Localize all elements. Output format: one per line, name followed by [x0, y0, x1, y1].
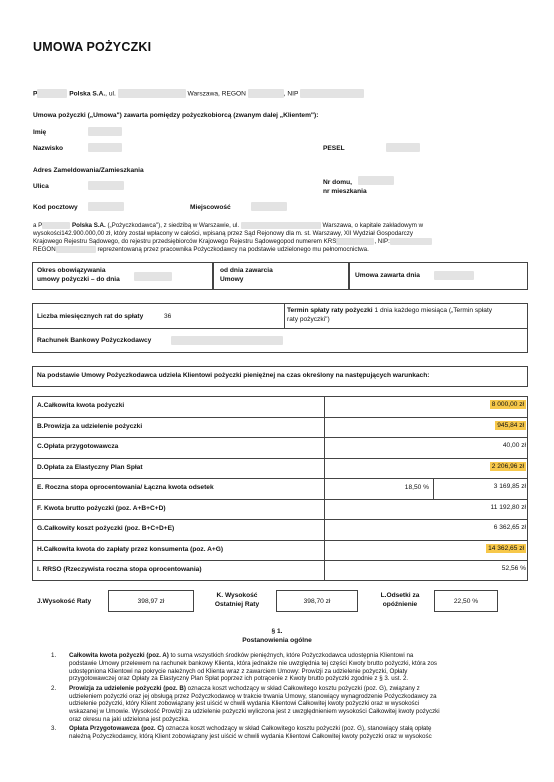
table-row-value-cell	[502, 565, 526, 572]
table-row-label: H.Całkowita kwota do zapłaty przez konsumenta (poz. A+G)	[37, 545, 224, 553]
clause-line: przygotowawczej oraz Opłaty za Elastyczny Plan Spłat poprzez ich potrącenie z Kwoty brutto pożyczki zgodnie z § 3. ust. 2.	[69, 675, 409, 683]
odsetki-value: 22,50 %	[453, 598, 479, 605]
field-ulica-label: Ulica	[33, 183, 49, 190]
table-row-value-cell	[495, 422, 526, 429]
redacted-field	[118, 89, 186, 98]
table-row-divider	[32, 478, 528, 479]
table-row-divider	[32, 417, 528, 418]
okres-value	[134, 272, 172, 281]
liczba-rat-label: Liczba miesięcznych rat do spłaty	[37, 313, 144, 320]
table-row-value-cell	[494, 483, 526, 490]
field-nazwisko-label: Nazwisko	[33, 145, 64, 152]
agreement-intro: Umowa pożyczki („Umowa") zawarta pomiędzy pożyczkobiorcą (zwanym dalej „Klientem"):	[33, 112, 319, 119]
redacted-field	[390, 238, 432, 245]
clause-line: Prowizja za udzielenie pożyczki (poz. B) oznacza koszt wchodzący w skład Całkowitego kosztu pożyczki (poz. G), związany z	[69, 684, 420, 692]
table-row-label: A.Całkowita kwota pożyczki	[37, 402, 125, 409]
table-row-value-cell	[494, 524, 526, 531]
ostatnia-value: 398,70 zł	[303, 598, 331, 605]
table-row-rate: 18,50 %	[404, 484, 429, 491]
table-row-divider	[32, 499, 528, 500]
rachunek-value	[171, 336, 283, 345]
table-row-label: C.Opłata przygotowawcza	[37, 443, 119, 450]
field-pesel-label: PESEL	[323, 145, 345, 152]
table-row-label: F. Kwota brutto pożyczki (poz. A+B+C+D)	[37, 504, 166, 512]
field-adres-label: Adres Zameldowania/Zamieszkania	[33, 167, 144, 174]
table-row-value: 52,56 %	[501, 565, 526, 572]
field-miejscowosc-value	[251, 202, 287, 211]
field-kod-value	[88, 202, 124, 211]
redacted-field	[241, 222, 321, 229]
lender-description: a P Polska S.A. („Pożyczkodawca"), z siedzibą w Warszawie, ul. Warszawa, o kapitale zakładowym w wysokości142.900.000,00 zł, który został wpłacony w całości, wpisaną przez Sąd Rejonowy dla m. st. Warszawy, XII Wydział Gospodarczy Krajowego Rejestru Sądowego, do rejestru przedsiębiorców Krajowego Rejestru Sądowegopod numerem KRS , NIP: REGON reprezentowaną przez pracownika Pożyczkodawcy na podstawie udzielonego mu pełnomocnictwa.	[33, 222, 527, 254]
redacted-field	[336, 238, 374, 245]
clause-number: 1.	[51, 652, 57, 659]
field-imie-value	[88, 127, 122, 136]
table-row-value-cell	[486, 545, 526, 552]
field-ulica-value	[88, 181, 124, 190]
table-row-value: 11 192,80 zł	[490, 503, 526, 511]
table-row-value-cell	[490, 401, 526, 408]
clause-line: udzieleniem pożyczki oraz jej obsługą przez Pożyczkodawcę w trakcie trwania Umowy, stanowiący wynagrodzenie Pożyczkodawcy za	[69, 692, 437, 700]
table-row-value: 945,84 zł	[497, 421, 524, 429]
rachunek-label: Rachunek Bankowy Pożyczkodawcy	[37, 337, 152, 344]
termin-splaty: Termin spłaty raty pożyczki 1 dnia każdego miesiąca („Termin spłaty raty pożyczki")	[287, 307, 493, 323]
clause-line: Opłata Przygotowawcza (poz. C) oznacza koszt wchodzący w skład Całkowitego kosztu pożyczki (poz. G), stanowiący stałą opłatę	[69, 725, 432, 733]
field-pesel-value	[386, 143, 420, 152]
zawarta-label: Umowa zawarta dnia	[355, 272, 420, 279]
table-row-value: 40,00 zł	[502, 442, 526, 449]
okres-label: Okres obowiązywania umowy pożyczki – do dnia	[37, 267, 120, 283]
rata-label: J.Wysokość Raty	[37, 598, 92, 605]
clause-number: 3.	[51, 725, 57, 733]
clause-line: oraz okresu na jaki udzielona jest pożyczka.	[69, 715, 190, 723]
table-row-divider	[32, 458, 528, 459]
redacted-field	[300, 89, 364, 98]
section-number: § 1.	[271, 628, 283, 635]
redacted-field	[248, 89, 284, 98]
clause-line: udostępniona Klientowi na pokrycie należnych od Klienta wraz z zawarciem Umowy: Prowizji za udzielenie pożyczki, Opłaty	[69, 667, 408, 675]
field-miejscowosc-label: Miejscowość	[190, 204, 231, 211]
clause-line: podstawie Umowy przelewem na rachunek bankowy Klienta, która jednakże nie uwzględnia tej części Kwoty brutto pożyczki, która zos	[69, 659, 437, 667]
clause-number: 2.	[51, 684, 57, 692]
table-row-label: I. RRSO (Rzeczywista roczna stopa oprocentowania)	[37, 566, 202, 573]
document-title: UMOWA POŻYCZKI	[33, 40, 152, 54]
zawarta-value	[434, 271, 474, 280]
table-row-value-cell	[490, 463, 526, 470]
clause-line: udzielenie pożyczki, który Klient zobowiązany jest uiścić w chwili wydania Klientowi Całkowitej kwoty pożyczki oraz w wysokości	[69, 700, 420, 708]
lender-line: P Polska S.A., ul. Warszawa, REGON , NIP	[33, 89, 364, 99]
clause-line: wskazanej w Umowie. Wysokość Prowizji za udzielenie pożyczki wyliczona jest z uwzględnieniem wysokości Całkowitej kwoty pożyczki	[69, 708, 440, 716]
odsetki-label: L.Odsetki za opóźnienie	[380, 592, 420, 608]
conditions-intro: Na podstawie Umowy Pożyczkodawca udziela Klientowi pożyczki pieniężnej na czas określony na następujących warunkach:	[37, 372, 430, 379]
table-row-label: D.Opłata za Elastyczny Plan Spłat	[37, 463, 143, 471]
table-row-divider	[32, 560, 528, 561]
field-nr-domu-value	[358, 176, 394, 185]
redacted-field	[37, 89, 67, 98]
table-row-value: 3 169,85 zł	[493, 483, 526, 490]
table-row-value: 6 362,65 zł	[493, 524, 526, 531]
field-imie-label: Imię	[33, 129, 47, 136]
field-nazwisko-value	[88, 143, 122, 152]
clause-line: należną Pożyczkodawcy, którą Klient zobowiązany jest uiścić w chwili wydania Klientowi Całkowitej kwoty pożyczki oraz w wysokośc	[69, 733, 432, 740]
table-row-value: 14 362,65 zł	[488, 544, 524, 552]
table-row-divider	[32, 540, 528, 541]
clause-line: Całkowita kwota pożyczki (poz. A) to suma wszystkich środków pieniężnych, które Pożyczkodawca udostępnia Klientowi na	[69, 652, 414, 659]
table-row-divider	[32, 519, 528, 520]
table-row-value-cell	[503, 442, 526, 449]
table-row-label: G.Całkowity koszt pożyczki (poz. B+C+D+E)	[37, 525, 175, 532]
table-row-value: 8 000,00 zł	[491, 401, 524, 408]
section-title: Postanowienia ogólne	[242, 637, 312, 644]
table-row-value: 2 206,96 zł	[491, 462, 524, 470]
redacted-field	[42, 222, 70, 229]
redacted-field	[56, 246, 96, 253]
liczba-rat-value: 36	[164, 313, 172, 320]
ostatnia-label: K. Wysokość Ostatniej Raty	[214, 592, 260, 608]
od-dnia-label: od dnia zawarcia Umowy	[220, 267, 273, 283]
table-row-label: E. Roczna stopa oprocentowania/ Łączna kwota odsetek	[37, 484, 214, 491]
table-row-label: B.Prowizja za udzielenie pożyczki	[37, 422, 143, 430]
field-nr-domu-label: Nr domu, nr mieszkania	[323, 179, 367, 195]
table-row-value-cell	[491, 504, 526, 511]
rata-value: 398,97 zł	[137, 598, 165, 605]
field-kod-label: Kod pocztowy	[33, 204, 78, 211]
table-row-divider	[32, 437, 528, 438]
